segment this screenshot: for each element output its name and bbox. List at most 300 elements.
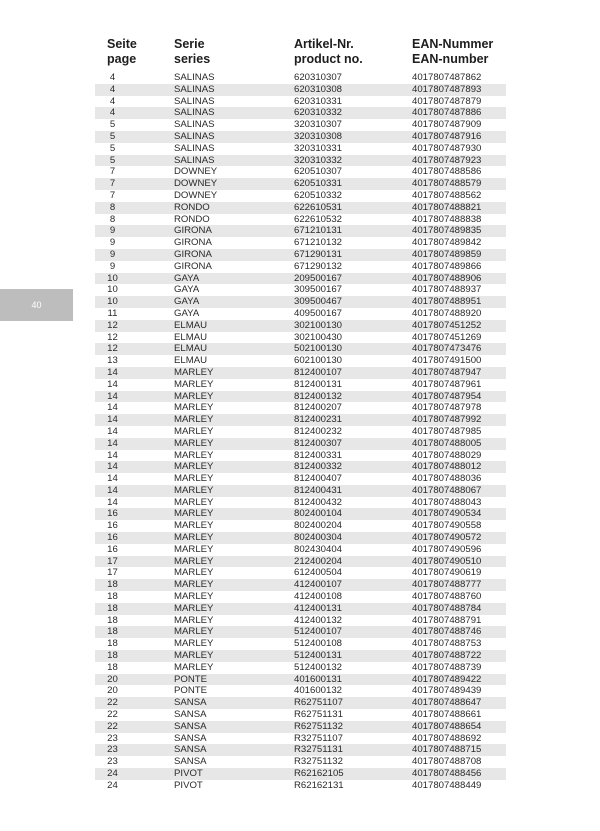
series-cell: SALINAS xyxy=(174,142,215,154)
page-cell: 24 xyxy=(107,768,118,780)
product-number-cell: 502100130 xyxy=(294,343,343,355)
ean-cell: 4017807488838 xyxy=(412,213,482,225)
page-cell: 14 xyxy=(107,390,118,402)
product-table xyxy=(95,72,506,792)
ean-cell: 4017807488906 xyxy=(412,272,482,284)
page-cell: 16 xyxy=(107,543,118,555)
page-cell: 22 xyxy=(107,720,118,732)
series-cell: RONDO xyxy=(174,201,210,213)
page-cell: 14 xyxy=(107,473,118,485)
product-number-cell: 812400331 xyxy=(294,449,343,461)
product-number-cell: 812400107 xyxy=(294,366,343,378)
ean-cell: 4017807488692 xyxy=(412,732,482,744)
ean-cell: 4017807490572 xyxy=(412,532,482,544)
table-row xyxy=(95,721,506,733)
series-cell: SANSA xyxy=(174,732,207,744)
page-cell: 14 xyxy=(107,425,118,437)
product-number-cell: 302100430 xyxy=(294,331,343,343)
header-product xyxy=(294,37,363,67)
page-cell: 10 xyxy=(107,272,118,284)
table-row xyxy=(95,733,506,745)
ean-cell: 4017807488562 xyxy=(412,189,482,201)
table-row xyxy=(95,131,506,143)
table-row xyxy=(95,450,506,462)
page-cell: 18 xyxy=(107,614,118,626)
table-row xyxy=(95,214,506,226)
product-number-cell: 802430404 xyxy=(294,543,343,555)
ean-cell: 4017807487978 xyxy=(412,402,482,414)
page-cell: 5 xyxy=(109,154,116,166)
ean-cell: 4017807490619 xyxy=(412,567,482,579)
product-number-cell: 212400204 xyxy=(294,555,343,567)
table-row xyxy=(95,84,506,96)
series-cell: MARLEY xyxy=(174,449,214,461)
product-number-cell: R32751107 xyxy=(294,732,343,744)
ean-cell: 4017807487992 xyxy=(412,414,482,426)
header-page-de: Seite xyxy=(107,37,137,51)
ean-cell: 4017807487879 xyxy=(412,95,482,107)
table-row xyxy=(95,756,506,768)
series-cell: MARLEY xyxy=(174,520,214,532)
ean-cell: 4017807487930 xyxy=(412,142,482,154)
series-cell: ELMAU xyxy=(174,355,208,367)
product-number-cell: 812400232 xyxy=(294,425,343,437)
table-row xyxy=(95,379,506,391)
table-row xyxy=(95,520,506,532)
series-cell: PIVOT xyxy=(174,768,203,780)
ean-cell: 4017807488005 xyxy=(412,437,482,449)
product-number-cell: 802400104 xyxy=(294,508,343,520)
ean-cell: 4017807488777 xyxy=(412,579,482,591)
ean-cell: 4017807490534 xyxy=(412,508,482,520)
table-row xyxy=(95,355,506,367)
table-row xyxy=(95,402,506,414)
series-cell: GIRONA xyxy=(174,260,212,272)
series-cell: SALINAS xyxy=(174,119,215,131)
page-cell: 4 xyxy=(109,72,116,83)
page-cell: 18 xyxy=(107,591,118,603)
page-cell: 16 xyxy=(107,532,118,544)
product-number-cell: 622610532 xyxy=(294,213,343,225)
series-cell: MARLEY xyxy=(174,425,214,437)
product-number-cell: 812400432 xyxy=(294,496,343,508)
table-row xyxy=(95,107,506,119)
series-cell: MARLEY xyxy=(174,591,214,603)
page-cell: 20 xyxy=(107,685,118,697)
table-row xyxy=(95,780,506,792)
product-number-cell: 812400332 xyxy=(294,461,343,473)
series-cell: MARLEY xyxy=(174,579,214,591)
product-number-cell: 671290132 xyxy=(294,260,343,272)
table-row xyxy=(95,284,506,296)
product-number-cell: 620310308 xyxy=(294,83,343,95)
page-cell: 12 xyxy=(107,331,118,343)
table-row xyxy=(95,556,506,568)
header-product-en: product no. xyxy=(294,52,363,66)
page-cell: 17 xyxy=(107,555,118,567)
page-cell: 23 xyxy=(107,744,118,756)
series-cell: MARLEY xyxy=(174,532,214,544)
series-cell: GAYA xyxy=(174,284,200,296)
ean-cell: 4017807488791 xyxy=(412,614,482,626)
page-cell: 14 xyxy=(107,496,118,508)
page-cell: 16 xyxy=(107,508,118,520)
series-cell: DOWNEY xyxy=(174,166,218,178)
header-page-en: page xyxy=(107,52,137,66)
table-row xyxy=(95,296,506,308)
product-number-cell: R32751132 xyxy=(294,756,343,768)
page-cell: 4 xyxy=(109,83,116,95)
ean-cell: 4017807488586 xyxy=(412,166,482,178)
ean-cell: 4017807489422 xyxy=(412,673,482,685)
ean-cell: 4017807490558 xyxy=(412,520,482,532)
table-row xyxy=(95,332,506,344)
product-number-cell: 320310332 xyxy=(294,154,343,166)
product-number-cell: 802400204 xyxy=(294,520,343,532)
table-row xyxy=(95,190,506,202)
product-number-cell: 812400407 xyxy=(294,473,343,485)
series-cell: MARLEY xyxy=(174,437,214,449)
table-row xyxy=(95,603,506,615)
ean-cell: 4017807488036 xyxy=(412,473,482,485)
page-cell: 9 xyxy=(109,237,116,249)
ean-cell: 4017807487916 xyxy=(412,130,482,142)
header-product-de: Artikel-Nr. xyxy=(294,37,354,51)
page-cell: 10 xyxy=(107,296,118,308)
series-cell: GAYA xyxy=(174,272,200,284)
page-cell: 7 xyxy=(109,166,116,178)
ean-cell: 4017807487886 xyxy=(412,107,482,119)
table-row xyxy=(95,414,506,426)
series-cell: MARLEY xyxy=(174,461,214,473)
table-row xyxy=(95,685,506,697)
table-row xyxy=(95,615,506,627)
product-number-cell: 671210132 xyxy=(294,237,343,249)
product-number-cell: 320310307 xyxy=(294,119,343,131)
product-number-cell: R32751131 xyxy=(294,744,343,756)
table-row xyxy=(95,166,506,178)
page-cell: 22 xyxy=(107,709,118,721)
page-cell: 18 xyxy=(107,638,118,650)
ean-cell: 4017807489842 xyxy=(412,237,482,249)
product-number-cell: 602100130 xyxy=(294,355,343,367)
series-cell: GIRONA xyxy=(174,225,212,237)
page-cell: 14 xyxy=(107,437,118,449)
series-cell: MARLEY xyxy=(174,508,214,520)
table-row xyxy=(95,709,506,721)
page-cell: 5 xyxy=(109,119,116,131)
header-ean-de: EAN-Nummer xyxy=(412,37,494,51)
series-cell: SANSA xyxy=(174,709,207,721)
table-row xyxy=(95,768,506,780)
ean-cell: 4017807488043 xyxy=(412,496,482,508)
product-number-cell: 812400431 xyxy=(294,484,343,496)
series-cell: PONTE xyxy=(174,673,208,685)
header-ean-en: EAN-number xyxy=(412,52,489,66)
product-number-cell: R62751131 xyxy=(294,709,343,721)
product-number-cell: 401600131 xyxy=(294,673,343,685)
page-cell: 18 xyxy=(107,650,118,662)
table-row xyxy=(95,391,506,403)
page-cell: 5 xyxy=(109,142,116,154)
series-cell: PONTE xyxy=(174,685,208,697)
product-number-cell: 620510332 xyxy=(294,189,343,201)
page-cell: 14 xyxy=(107,461,118,473)
table-header xyxy=(95,37,506,69)
product-number-cell: 812400131 xyxy=(294,378,343,390)
ean-cell: 4017807488746 xyxy=(412,626,482,638)
product-number-cell: 309500167 xyxy=(294,284,343,296)
product-number-cell: 401600132 xyxy=(294,685,343,697)
product-number-cell: R62162105 xyxy=(294,768,344,780)
table-row xyxy=(95,119,506,131)
page-cell: 16 xyxy=(107,520,118,532)
ean-cell: 4017807488715 xyxy=(412,744,482,756)
table-row xyxy=(95,744,506,756)
product-number-cell: 812400207 xyxy=(294,402,343,414)
table-row xyxy=(95,650,506,662)
series-cell: MARLEY xyxy=(174,496,214,508)
series-cell: MARLEY xyxy=(174,366,214,378)
ean-cell: 4017807488784 xyxy=(412,602,482,614)
product-number-cell: R62751132 xyxy=(294,720,343,732)
product-number-cell: 412400132 xyxy=(294,614,343,626)
page-cell: 8 xyxy=(109,201,116,213)
table-row xyxy=(95,485,506,497)
page-cell: 23 xyxy=(107,756,118,768)
ean-cell: 4017807489439 xyxy=(412,685,482,697)
product-number-cell: 309500467 xyxy=(294,296,343,308)
ean-cell: 4017807489859 xyxy=(412,248,482,260)
table-row xyxy=(95,567,506,579)
product-number-cell: 412400108 xyxy=(294,591,343,603)
table-row xyxy=(95,225,506,237)
ean-cell: 4017807488456 xyxy=(412,768,482,780)
series-cell: GAYA xyxy=(174,307,200,319)
page-cell: 24 xyxy=(107,779,118,791)
page-cell: 8 xyxy=(109,213,116,225)
series-cell: MARLEY xyxy=(174,555,214,567)
ean-cell: 4017807489835 xyxy=(412,225,482,237)
ean-cell: 4017807451269 xyxy=(412,331,482,343)
product-number-cell: R62751107 xyxy=(294,697,343,709)
table-row xyxy=(95,320,506,332)
table-row xyxy=(95,343,506,355)
page-cell: 14 xyxy=(107,449,118,461)
product-number-cell: 620510307 xyxy=(294,166,343,178)
product-number-cell: 671210131 xyxy=(294,225,343,237)
table-row xyxy=(95,508,506,520)
series-cell: MARLEY xyxy=(174,614,214,626)
series-cell: PIVOT xyxy=(174,779,203,791)
series-cell: MARLEY xyxy=(174,378,214,390)
ean-cell: 4017807488937 xyxy=(412,284,482,296)
product-number-cell: 812400307 xyxy=(294,437,343,449)
product-number-cell: 302100130 xyxy=(294,319,343,331)
page-cell: 9 xyxy=(109,225,116,237)
table-row xyxy=(95,237,506,249)
table-row xyxy=(95,438,506,450)
series-cell: GIRONA xyxy=(174,248,212,260)
product-number-cell: R62162131 xyxy=(294,779,344,791)
series-cell: MARLEY xyxy=(174,473,214,485)
table-row xyxy=(95,155,506,167)
ean-cell: 4017807451252 xyxy=(412,319,482,331)
product-number-cell: 412400107 xyxy=(294,579,343,591)
page-cell: 22 xyxy=(107,697,118,709)
series-cell: ELMAU xyxy=(174,331,208,343)
ean-cell: 4017807473476 xyxy=(412,343,482,355)
product-number-cell: 620310307 xyxy=(294,72,343,83)
ean-cell: 4017807490510 xyxy=(412,555,482,567)
ean-cell: 4017807491500 xyxy=(412,355,482,367)
product-number-cell: 622610531 xyxy=(294,201,343,213)
ean-cell: 4017807490596 xyxy=(412,543,482,555)
table-row xyxy=(95,249,506,261)
page-cell: 14 xyxy=(107,402,118,414)
table-row xyxy=(95,473,506,485)
page-cell: 12 xyxy=(107,343,118,355)
product-number-cell: 512400108 xyxy=(294,638,343,650)
page-cell: 7 xyxy=(109,178,116,190)
product-number-cell: 812400132 xyxy=(294,390,343,402)
ean-cell: 4017807488012 xyxy=(412,461,482,473)
page-cell: 14 xyxy=(107,484,118,496)
series-cell: MARLEY xyxy=(174,543,214,555)
page-cell: 4 xyxy=(109,107,116,119)
series-cell: MARLEY xyxy=(174,390,214,402)
table-row xyxy=(95,308,506,320)
series-cell: RONDO xyxy=(174,213,210,225)
page-cell: 23 xyxy=(107,732,118,744)
page-cell: 20 xyxy=(107,673,118,685)
product-number-cell: 320310308 xyxy=(294,130,343,142)
series-cell: MARLEY xyxy=(174,402,214,414)
page-cell: 18 xyxy=(107,579,118,591)
table-row xyxy=(95,591,506,603)
page-cell: 18 xyxy=(107,661,118,673)
page-cell: 9 xyxy=(109,260,116,272)
ean-cell: 4017807488739 xyxy=(412,661,482,673)
ean-cell: 4017807488647 xyxy=(412,697,482,709)
table-row xyxy=(95,497,506,509)
ean-cell: 4017807488579 xyxy=(412,178,482,190)
table-row xyxy=(95,626,506,638)
product-number-cell: 412400131 xyxy=(294,602,343,614)
ean-cell: 4017807488951 xyxy=(412,296,482,308)
page-number-tab xyxy=(0,289,73,321)
table-row xyxy=(95,579,506,591)
table-row xyxy=(95,178,506,190)
series-cell: SALINAS xyxy=(174,107,215,119)
table-row xyxy=(95,544,506,556)
page-cell: 14 xyxy=(107,414,118,426)
series-cell: SANSA xyxy=(174,720,207,732)
series-cell: MARLEY xyxy=(174,638,214,650)
ean-cell: 4017807487961 xyxy=(412,378,482,390)
ean-cell: 4017807487947 xyxy=(412,366,482,378)
series-cell: MARLEY xyxy=(174,650,214,662)
page-cell: 11 xyxy=(107,307,118,319)
page-cell: 14 xyxy=(107,378,118,390)
ean-cell: 4017807488920 xyxy=(412,307,482,319)
ean-cell: 4017807487954 xyxy=(412,390,482,402)
series-cell: SALINAS xyxy=(174,95,215,107)
product-number-cell: 512400107 xyxy=(294,626,343,638)
table-row xyxy=(95,202,506,214)
series-cell: SANSA xyxy=(174,697,207,709)
ean-cell: 4017807488654 xyxy=(412,720,482,732)
product-number-cell: 409500167 xyxy=(294,307,343,319)
table-row xyxy=(95,273,506,285)
page-cell: 17 xyxy=(107,567,118,579)
series-cell: ELMAU xyxy=(174,319,208,331)
header-series-de: Serie xyxy=(174,37,205,51)
page-cell: 18 xyxy=(107,602,118,614)
series-cell: DOWNEY xyxy=(174,178,218,190)
table-row xyxy=(95,426,506,438)
ean-cell: 4017807488821 xyxy=(412,201,482,213)
page-cell: 10 xyxy=(107,284,118,296)
ean-cell: 4017807488449 xyxy=(412,779,482,791)
ean-cell: 4017807488760 xyxy=(412,591,482,603)
ean-cell: 4017807488029 xyxy=(412,449,482,461)
table-row xyxy=(95,367,506,379)
page-cell: 7 xyxy=(109,189,116,201)
header-ean xyxy=(412,37,493,67)
product-number-cell: 209500167 xyxy=(294,272,343,284)
ean-cell: 4017807487893 xyxy=(412,83,482,95)
series-cell: SANSA xyxy=(174,756,207,768)
table-row xyxy=(95,674,506,686)
page-cell: 9 xyxy=(109,248,116,260)
page-cell: 14 xyxy=(107,366,118,378)
page-number: 40 xyxy=(31,300,42,310)
table-row xyxy=(95,532,506,544)
series-cell: MARLEY xyxy=(174,661,214,673)
product-number-cell: 612400504 xyxy=(294,567,343,579)
series-cell: DOWNEY xyxy=(174,189,218,201)
series-cell: MARLEY xyxy=(174,626,214,638)
product-number-cell: 802400304 xyxy=(294,532,343,544)
table-row xyxy=(95,638,506,650)
series-cell: SALINAS xyxy=(174,83,215,95)
series-cell: GAYA xyxy=(174,296,200,308)
ean-cell: 4017807489866 xyxy=(412,260,482,272)
series-cell: ELMAU xyxy=(174,343,208,355)
series-cell: SANSA xyxy=(174,744,207,756)
table-row xyxy=(95,461,506,473)
table-row xyxy=(95,143,506,155)
series-cell: SALINAS xyxy=(174,154,215,166)
header-page xyxy=(107,37,137,67)
table-row xyxy=(95,72,506,84)
ean-cell: 4017807488067 xyxy=(412,484,482,496)
table-row xyxy=(95,662,506,674)
table-row xyxy=(95,96,506,108)
product-number-cell: 512400131 xyxy=(294,650,343,662)
series-cell: SALINAS xyxy=(174,130,215,142)
product-number-cell: 620510331 xyxy=(294,178,343,190)
series-cell: GIRONA xyxy=(174,237,212,249)
series-cell: MARLEY xyxy=(174,484,214,496)
series-cell: MARLEY xyxy=(174,414,214,426)
ean-cell: 4017807488708 xyxy=(412,756,482,768)
ean-cell: 4017807487862 xyxy=(412,72,482,83)
product-number-cell: 320310331 xyxy=(294,142,343,154)
ean-cell: 4017807487909 xyxy=(412,119,482,131)
header-series xyxy=(174,37,210,67)
